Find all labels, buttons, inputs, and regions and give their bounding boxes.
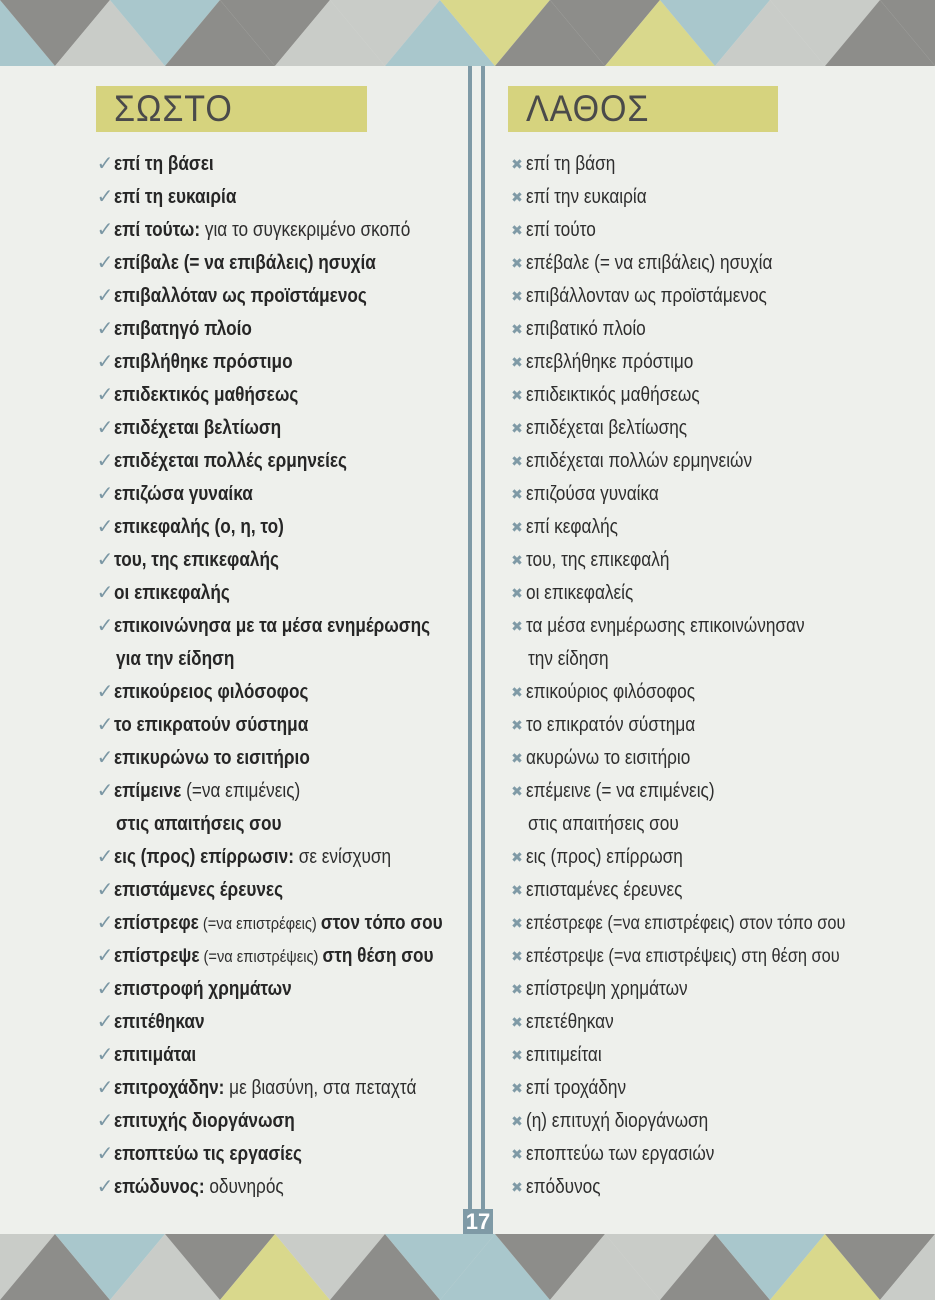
x-mark-icon: ✖ xyxy=(511,552,523,568)
correct-gloss: για το συγκεκριμένο σκοπό xyxy=(200,219,411,241)
correct-gloss: (=να επιστρέφεις) xyxy=(198,914,321,933)
wrong-item-text: επιζούσα γυναίκα xyxy=(526,483,659,505)
wrong-item xyxy=(508,247,928,280)
x-mark-icon: ✖ xyxy=(511,915,523,931)
x-mark-icon: ✖ xyxy=(511,1113,523,1129)
correct-item xyxy=(96,940,468,973)
column-divider xyxy=(465,66,489,1234)
correct-item xyxy=(96,478,468,511)
x-mark-icon: ✖ xyxy=(511,189,523,205)
checkmark-icon: ✓ xyxy=(96,1176,114,1198)
checkmark-icon: ✓ xyxy=(96,417,114,439)
correct-term: επιβλήθηκε πρόστιμο xyxy=(114,351,293,373)
wrong-item xyxy=(508,709,928,742)
correct-item-text xyxy=(114,1105,295,1138)
heading-correct-label: ΣΩΣΤΟ xyxy=(114,88,233,129)
x-mark-icon: ✖ xyxy=(511,1146,523,1162)
correct-term: εποπτεύω τις εργασίες xyxy=(114,1143,302,1165)
correct-term: επί τη ευκαιρία xyxy=(114,186,237,208)
correct-term: οι επικεφαλής xyxy=(114,582,230,604)
correct-item-text xyxy=(114,709,308,742)
correct-item xyxy=(96,247,468,280)
correct-item xyxy=(96,1072,468,1105)
x-mark-icon: ✖ xyxy=(511,156,523,172)
x-mark-icon: ✖ xyxy=(511,1014,523,1030)
correct-item xyxy=(96,445,468,478)
wrong-item xyxy=(508,577,928,610)
correct-item-text xyxy=(114,148,214,181)
wrong-item-text: επιτιμείται xyxy=(526,1044,602,1066)
correct-item-text xyxy=(114,1039,196,1072)
correct-term: επί τη βάσει xyxy=(114,153,214,175)
x-mark-icon: ✖ xyxy=(511,585,523,601)
correct-item xyxy=(96,1006,468,1039)
heading-correct xyxy=(96,86,367,132)
checkmark-icon: ✓ xyxy=(96,318,114,340)
correct-item xyxy=(96,346,468,379)
wrong-item xyxy=(508,148,928,181)
correct-item-text xyxy=(114,577,230,610)
correct-item-text xyxy=(114,940,434,973)
correct-item-text xyxy=(114,511,284,544)
x-mark-icon: ✖ xyxy=(511,486,523,502)
wrong-item xyxy=(508,610,928,643)
x-mark-icon: ✖ xyxy=(511,321,523,337)
correct-item-text xyxy=(114,478,253,511)
correct-item xyxy=(96,808,468,841)
checkmark-icon: ✓ xyxy=(96,846,114,868)
correct-item-text xyxy=(114,379,298,412)
correct-item xyxy=(96,148,468,181)
checkmark-icon: ✓ xyxy=(96,1044,114,1066)
divider-line xyxy=(468,66,472,1234)
wrong-item xyxy=(508,544,928,577)
wrong-item-text: οι επικεφαλείς xyxy=(526,582,634,604)
wrong-item-text: επέστρεφε (=να επιστρέφεις) στον τόπο σου xyxy=(526,913,846,934)
wrong-item-text: επιδέχεται βελτίωσης xyxy=(526,417,688,439)
checkmark-icon: ✓ xyxy=(96,153,114,175)
x-mark-icon: ✖ xyxy=(511,717,523,733)
correct-item-text xyxy=(114,280,367,313)
correct-term-continuation: στον τόπο σου xyxy=(320,912,443,934)
correct-item xyxy=(96,676,468,709)
wrong-item-text: επί κεφαλής xyxy=(526,516,618,538)
checkmark-icon: ✓ xyxy=(96,252,114,274)
wrong-item-text: επέστρεψε (=να επιστρέψεις) στη θέση σου xyxy=(526,946,840,967)
correct-term: το επικρατούν σύστημα xyxy=(114,714,309,736)
x-mark-icon: ✖ xyxy=(511,783,523,799)
correct-item xyxy=(96,1138,468,1171)
x-mark-icon: ✖ xyxy=(511,1179,523,1195)
checkmark-icon: ✓ xyxy=(96,615,114,637)
correct-item xyxy=(96,841,468,874)
x-mark-icon: ✖ xyxy=(511,882,523,898)
wrong-item xyxy=(508,346,928,379)
x-mark-icon: ✖ xyxy=(511,255,523,271)
checkmark-icon: ✓ xyxy=(96,1143,114,1165)
correct-term: επικούρειος φιλόσοφος xyxy=(114,681,309,703)
x-mark-icon: ✖ xyxy=(511,684,523,700)
wrong-item-text: στις απαιτήσεις σου xyxy=(528,813,679,835)
correct-term: στις απαιτήσεις σου xyxy=(116,813,282,835)
correct-gloss: με βιασύνη, στα πεταχτά xyxy=(224,1077,417,1099)
decorative-triangle-band-top xyxy=(0,0,935,66)
correct-item-text xyxy=(114,214,410,247)
correct-term: επιζώσα γυναίκα xyxy=(114,483,253,505)
checkmark-icon: ✓ xyxy=(96,582,114,604)
x-mark-icon: ✖ xyxy=(511,1047,523,1063)
checkmark-icon: ✓ xyxy=(96,483,114,505)
correct-term: του, της επικεφαλής xyxy=(114,549,279,571)
checkmark-icon: ✓ xyxy=(96,450,114,472)
correct-term: επί τούτω: xyxy=(114,219,201,241)
wrong-item-text: επιβατικό πλοίο xyxy=(526,318,646,340)
wrong-item-text: το επικρατόν σύστημα xyxy=(526,714,696,736)
wrong-item xyxy=(508,379,928,412)
correct-item xyxy=(96,643,468,676)
wrong-item-text: εις (προς) επίρρωση xyxy=(526,846,683,868)
heading-wrong xyxy=(508,86,778,132)
correct-item-text xyxy=(114,1138,302,1171)
triangle-pattern xyxy=(0,0,935,66)
wrong-item-text: επέμεινε (= να επιμένεις) xyxy=(526,780,715,802)
wrong-item-text: επετέθηκαν xyxy=(526,1011,614,1033)
correct-term: επιτυχής διοργάνωση xyxy=(114,1110,295,1132)
correct-item xyxy=(96,1105,468,1138)
x-mark-icon: ✖ xyxy=(511,387,523,403)
correct-item-text xyxy=(114,544,279,577)
checkmark-icon: ✓ xyxy=(96,186,114,208)
checkmark-icon: ✓ xyxy=(96,945,114,967)
correct-term: επικοινώνησα με τα μέσα ενημέρωσης xyxy=(114,615,431,637)
wrong-item-text: επί τη βάση xyxy=(526,153,616,175)
checkmark-icon: ✓ xyxy=(96,219,114,241)
wrong-item-text: τα μέσα ενημέρωσης επικοινώνησαν xyxy=(526,615,805,637)
x-mark-icon: ✖ xyxy=(511,222,523,238)
correct-item-text xyxy=(116,643,234,676)
correct-term: επιτέθηκαν xyxy=(114,1011,205,1033)
checkmark-icon: ✓ xyxy=(96,681,114,703)
wrong-item xyxy=(508,973,928,1006)
wrong-item-text: επί την ευκαιρία xyxy=(526,186,647,208)
x-mark-icon: ✖ xyxy=(511,1080,523,1096)
checkmark-icon: ✓ xyxy=(96,714,114,736)
correct-item xyxy=(96,874,468,907)
correct-term: επιτροχάδην: xyxy=(114,1077,225,1099)
correct-item xyxy=(96,577,468,610)
correct-term: επίστρεψε xyxy=(114,945,200,967)
correct-item-text xyxy=(114,742,310,775)
x-mark-icon: ✖ xyxy=(511,420,523,436)
correct-item-text xyxy=(114,874,283,907)
checkmark-icon: ✓ xyxy=(96,747,114,769)
wrong-item xyxy=(508,742,928,775)
wrong-item xyxy=(508,775,928,808)
correct-item xyxy=(96,181,468,214)
correct-item xyxy=(96,610,468,643)
wrong-item-text: επιδεικτικός μαθήσεως xyxy=(526,384,700,406)
heading-wrong-label: ΛΑΘΟΣ xyxy=(526,88,650,129)
correct-term: επίστρεφε xyxy=(114,912,199,934)
wrong-item xyxy=(508,280,928,313)
correct-item-text xyxy=(114,181,236,214)
correct-item xyxy=(96,280,468,313)
x-mark-icon: ✖ xyxy=(511,288,523,304)
wrong-item-text: την είδηση xyxy=(528,648,609,670)
correct-term: επιδέχεται βελτίωση xyxy=(114,417,282,439)
wrong-item xyxy=(508,1171,928,1204)
correct-item xyxy=(96,1171,468,1204)
wrong-item xyxy=(508,808,928,841)
wrong-item-text: του, της επικεφαλή xyxy=(526,549,670,571)
correct-item-text xyxy=(114,445,347,478)
correct-item xyxy=(96,709,468,742)
wrong-item xyxy=(508,874,928,907)
wrong-item-text: επίστρεψη χρημάτων xyxy=(526,978,688,1000)
wrong-item-text: εποπτεύω των εργασιών xyxy=(526,1143,715,1165)
correct-term: επιδεκτικός μαθήσεως xyxy=(114,384,299,406)
checkmark-icon: ✓ xyxy=(96,1110,114,1132)
x-mark-icon: ✖ xyxy=(511,849,523,865)
correct-item-text xyxy=(114,1171,284,1204)
correct-item xyxy=(96,907,468,940)
correct-item-text xyxy=(116,808,281,841)
wrong-item-text: επεβλήθηκε πρόστιμο xyxy=(526,351,694,373)
page-number: 17 xyxy=(463,1209,493,1235)
correct-forms-list xyxy=(96,148,468,1204)
decorative-triangle-band-bottom xyxy=(0,1234,935,1300)
wrong-item-text: επέβαλε (= να επιβάλεις) ησυχία xyxy=(526,252,773,274)
correct-item-text xyxy=(114,1072,416,1105)
correct-item-text xyxy=(114,841,391,874)
wrong-item xyxy=(508,412,928,445)
wrong-item xyxy=(508,1105,928,1138)
correct-gloss: σε ενίσχυση xyxy=(293,846,392,868)
correct-item-text xyxy=(114,610,430,643)
x-mark-icon: ✖ xyxy=(511,750,523,766)
correct-item xyxy=(96,775,468,808)
correct-item xyxy=(96,973,468,1006)
correct-term-continuation: στη θέση σου xyxy=(322,945,434,967)
wrong-item-text: επόδυνος xyxy=(526,1176,601,1198)
x-mark-icon: ✖ xyxy=(511,948,523,964)
correct-term: επώδυνος: xyxy=(114,1176,205,1198)
correct-item-text xyxy=(114,1006,205,1039)
correct-gloss: οδυνηρός xyxy=(204,1176,284,1198)
correct-term: για την είδηση xyxy=(116,648,235,670)
correct-term: επιδέχεται πολλές ερμηνείες xyxy=(114,450,347,472)
wrong-item-text: επιδέχεται πολλών ερμηνειών xyxy=(526,450,753,472)
wrong-item-text: επί τροχάδην xyxy=(526,1077,627,1099)
correct-term: επιτιμάται xyxy=(114,1044,197,1066)
wrong-forms-list xyxy=(508,148,928,1204)
x-mark-icon: ✖ xyxy=(511,618,523,634)
checkmark-icon: ✓ xyxy=(96,549,114,571)
correct-gloss: (=να επιμένεις) xyxy=(181,780,301,802)
correct-term: εις (προς) επίρρωσιν: xyxy=(114,846,294,868)
wrong-item xyxy=(508,313,928,346)
wrong-item xyxy=(508,445,928,478)
checkmark-icon: ✓ xyxy=(96,879,114,901)
correct-item-text xyxy=(114,313,252,346)
wrong-item xyxy=(508,940,928,973)
checkmark-icon: ✓ xyxy=(96,978,114,1000)
checkmark-icon: ✓ xyxy=(96,912,114,934)
correct-item xyxy=(96,742,468,775)
wrong-item-text: επισταμένες έρευνες xyxy=(526,879,683,901)
x-mark-icon: ✖ xyxy=(511,981,523,997)
checkmark-icon: ✓ xyxy=(96,1011,114,1033)
checkmark-icon: ✓ xyxy=(96,351,114,373)
wrong-item xyxy=(508,511,928,544)
correct-item xyxy=(96,313,468,346)
x-mark-icon: ✖ xyxy=(511,354,523,370)
wrong-item xyxy=(508,643,928,676)
wrong-item-text: επικούριος φιλόσοφος xyxy=(526,681,696,703)
correct-term: επιβαλλόταν ως προϊστάμενος xyxy=(114,285,367,307)
wrong-item xyxy=(508,907,928,940)
correct-term: επιστροφή χρημάτων xyxy=(114,978,292,1000)
wrong-item xyxy=(508,1138,928,1171)
triangle-pattern xyxy=(0,1234,935,1300)
divider-line xyxy=(481,66,485,1234)
checkmark-icon: ✓ xyxy=(96,780,114,802)
correct-item xyxy=(96,214,468,247)
wrong-item-text: επιβάλλονταν ως προϊστάμενος xyxy=(526,285,767,307)
correct-gloss: (=να επιστρέψεις) xyxy=(199,947,323,966)
checkmark-icon: ✓ xyxy=(96,516,114,538)
wrong-item-text: ακυρώνω το εισιτήριο xyxy=(526,747,691,769)
checkmark-icon: ✓ xyxy=(96,384,114,406)
correct-term: επίβαλε (= να επιβάλεις) ησυχία xyxy=(114,252,376,274)
wrong-item xyxy=(508,676,928,709)
correct-item-text xyxy=(114,676,308,709)
correct-item-text xyxy=(114,973,292,1006)
wrong-item xyxy=(508,1006,928,1039)
checkmark-icon: ✓ xyxy=(96,285,114,307)
correct-item-text xyxy=(114,907,443,940)
correct-item xyxy=(96,1039,468,1072)
correct-term: επιβατηγό πλοίο xyxy=(114,318,252,340)
wrong-item-text: (η) επιτυχή διοργάνωση xyxy=(526,1110,709,1132)
correct-item xyxy=(96,544,468,577)
wrong-item xyxy=(508,1072,928,1105)
x-mark-icon: ✖ xyxy=(511,519,523,535)
correct-term: επικεφαλής (ο, η, το) xyxy=(114,516,284,538)
wrong-item xyxy=(508,214,928,247)
wrong-item-text: επί τούτο xyxy=(526,219,596,241)
correct-item xyxy=(96,412,468,445)
correct-item-text xyxy=(114,247,376,280)
correct-term: επίμεινε xyxy=(114,780,182,802)
checkmark-icon: ✓ xyxy=(96,1077,114,1099)
wrong-item xyxy=(508,181,928,214)
correct-item-text xyxy=(114,346,293,379)
correct-term: επιστάμενες έρευνες xyxy=(114,879,284,901)
correct-item-text xyxy=(114,775,300,808)
x-mark-icon: ✖ xyxy=(511,453,523,469)
correct-item-text xyxy=(114,412,281,445)
wrong-item xyxy=(508,841,928,874)
correct-term: επικυρώνω το εισιτήριο xyxy=(114,747,310,769)
wrong-item xyxy=(508,1039,928,1072)
correct-item xyxy=(96,511,468,544)
correct-item xyxy=(96,379,468,412)
wrong-item xyxy=(508,478,928,511)
